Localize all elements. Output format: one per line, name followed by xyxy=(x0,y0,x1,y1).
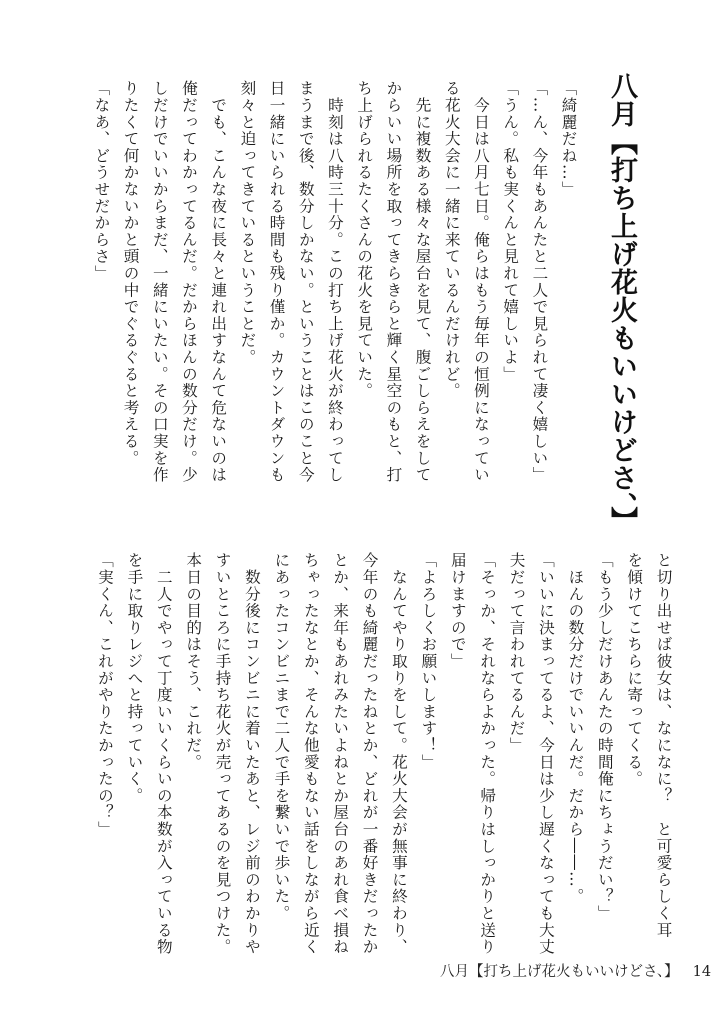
lower-text-line: 本日の目的はそう、これだ。 xyxy=(184,552,203,771)
upper-text-line: 刻々と迫ってきているということだ。 xyxy=(238,80,257,366)
lower-text-line: 「そっか、それならよかった。帰りはしっかりと送り xyxy=(478,552,497,956)
lower-text-line: すいところに手持ち花火が売ってあるのを見つけた。 xyxy=(213,552,232,956)
lower-text-line: 「もう少しだけあんたの時間俺にちょうだい？」 xyxy=(595,552,614,922)
upper-text-line: 今日は八月七日。俺らはもう毎年の恒例になってい xyxy=(471,80,490,484)
upper-text-line: 「なあ、どうせだからさ」 xyxy=(92,80,111,282)
lower-text-line: 夫だって言われてるんだ」 xyxy=(507,552,526,754)
upper-text-line: りたくて何かないかと頭の中でぐるぐると考える。 xyxy=(121,80,140,467)
upper-text-line: る花火大会に一緒に来ているんだけれど。 xyxy=(442,80,461,400)
lower-text-line: を手に取りレジへと持っていく。 xyxy=(125,552,144,804)
upper-text-line: 俺だってわかってるんだ。だからほんの数分だけ。少 xyxy=(179,80,198,484)
lower-text-line: ちゃったなとか、そんな他愛もない話をしながら近く xyxy=(301,552,320,956)
page-number: 14 xyxy=(692,964,712,980)
lower-text-line: にあったコンビニまで二人で手を繋いで歩いた。 xyxy=(272,552,291,922)
lower-text-line: なんてやり取りをして。花火大会が無事に終わり、 xyxy=(389,552,408,956)
running-title: 八月【打ち上げ花火もいいけどさ、】 xyxy=(440,964,679,980)
lower-text-line: 「いいに決まってるよ、今日は少し遅くなっても大丈 xyxy=(536,552,555,956)
lower-text-line: 届けますので」 xyxy=(448,552,467,670)
lower-text-line: 「よろしくお願いします！」 xyxy=(419,552,438,771)
upper-text-line: 「…ん、今年もあんたと二人で見られて凄く嬉しい」 xyxy=(530,80,549,484)
upper-text-line: からいい場所を取ってきらきらと輝く星空のもと、打 xyxy=(384,80,403,484)
lower-text-line: ほんの数分だけでいいんだ。だから――…。 xyxy=(566,552,585,905)
lower-text-line: を傾けてこちらに寄ってくる。 xyxy=(625,552,644,788)
upper-text-line: しだけでいいからまだ、一緒にいたい。その口実を作 xyxy=(150,80,169,484)
lower-text-line: 「実くん、これがやりたかったの？」 xyxy=(95,552,114,838)
upper-text-line: ち上げられるたくさんの花火を見ていた。 xyxy=(355,80,374,400)
chapter-title: 八月【打ち上げ花火もいいけどさ、】 xyxy=(606,72,637,535)
upper-text-line: まうまで後、数分しかない。ということはこのこと今 xyxy=(296,80,315,484)
running-footer xyxy=(440,960,711,981)
lower-text-line: と切り出せば彼女は、なになに？ と可愛らしく耳 xyxy=(654,552,673,939)
upper-text-line: 日一緒にいられる時間も残り僅か。カウントダウンも xyxy=(267,80,286,484)
upper-text-line: でも、こんな夜に長々と連れ出すなんて危ないのは xyxy=(209,80,228,484)
upper-text-line: 時刻は八時三十分。この打ち上げ花火が終わってし xyxy=(325,80,344,484)
upper-text-line: 「綺麗だね…」 xyxy=(559,80,578,198)
upper-text-line: 先に複数ある様々な屋台を見て、腹ごしらえをして xyxy=(413,80,432,484)
lower-text-line: とか、来年もあれみたいよねとか屋台のあれ食べ損ね xyxy=(331,552,350,956)
upper-text-line: 「うん。私も実くんと見れて嬉しいよ」 xyxy=(501,80,520,383)
lower-text-line: 今年のも綺麗だったねとか、どれが一番好きだったか xyxy=(360,552,379,956)
lower-text-line: 数分後にコンビニに着いたあと、レジ前のわかりや xyxy=(242,552,261,956)
lower-text-line: 二人でやって丁度いいくらいの本数が入っている物 xyxy=(154,552,173,956)
